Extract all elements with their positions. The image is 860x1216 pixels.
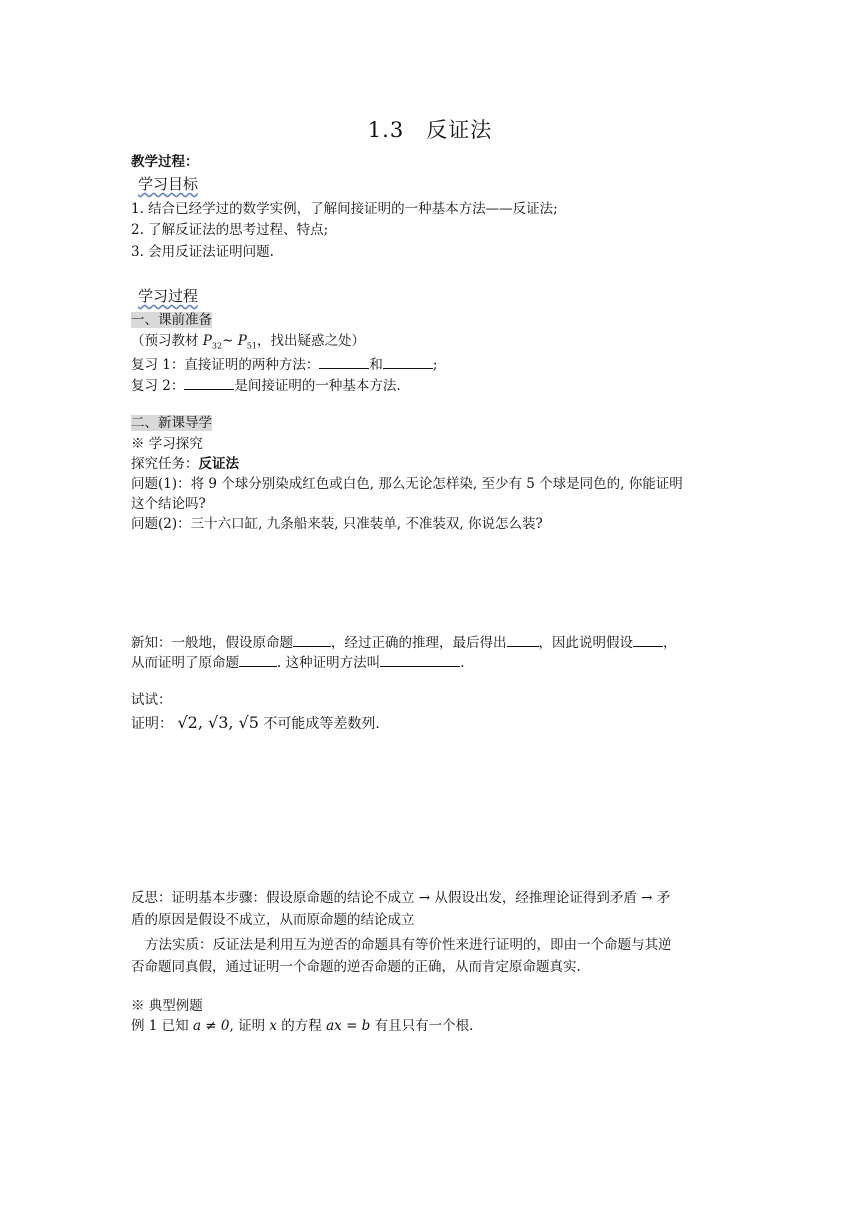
example-1-text: 有且只有一个根. <box>370 1018 474 1034</box>
example-1-text: 例 1 已知 <box>131 1018 193 1034</box>
task-line <box>131 455 239 473</box>
try-label: 试试： <box>131 692 172 708</box>
process-label: 教学过程： <box>131 154 199 170</box>
example-1-condition: a ≠ 0 <box>192 1018 230 1034</box>
part1-heading <box>131 311 212 329</box>
review-2 <box>131 376 401 395</box>
process-heading-text: 学习过程 <box>138 287 199 305</box>
answer-blank[interactable] <box>383 355 433 369</box>
review1-end: ; <box>432 357 438 373</box>
explore-heading: ※ 学习探究 <box>131 436 203 452</box>
page-title: 1.3 反证法 <box>367 118 493 142</box>
proof-math: √2, √3, √5 <box>177 713 259 732</box>
task-label: 探究任务： <box>131 456 199 472</box>
preview-line <box>131 332 365 356</box>
goal-item: 3. 会用反证法证明问题. <box>131 244 274 260</box>
example-1-variable: x <box>269 1018 278 1034</box>
part2-heading <box>131 414 212 432</box>
preview-prefix: （预习教材 <box>131 333 203 349</box>
goals-heading-text: 学习目标 <box>138 175 199 193</box>
review-1 <box>131 355 437 374</box>
review1-text: 复习 1：直接证明的两种方法： <box>131 357 320 373</box>
question-2: 问题(2)：三十六口缸, 九条船来装, 只准装单, 不准装双, 你说怎么装? <box>131 516 543 532</box>
new-knowledge-line <box>131 633 677 652</box>
answer-blank[interactable] <box>380 653 460 667</box>
proof-line <box>131 714 380 733</box>
part1-heading-text: 一、课前准备 <box>131 312 212 328</box>
example-1-text: , 证明 <box>229 1018 270 1034</box>
goals-heading <box>138 175 198 194</box>
method-line: 否命题同真假，通过证明一个命题的逆否命题的正确，从而肯定原命题真实. <box>131 959 581 975</box>
answer-blank[interactable] <box>184 376 234 390</box>
preview-page-end-sub: 51 <box>246 341 257 351</box>
preview-page-start: P <box>202 333 212 349</box>
new-knowledge-text: ，经过正确的推理，最后得出 <box>331 635 507 651</box>
answer-blank[interactable] <box>293 633 331 647</box>
method-line: 方法实质：反证法是利用互为逆否的命题具有等价性来进行证明的，即由一个命题与其逆 <box>145 937 672 953</box>
answer-blank[interactable] <box>239 653 277 667</box>
preview-tilde: ~ <box>222 333 238 349</box>
new-knowledge-text: ，因此说明假设 <box>538 635 633 651</box>
new-knowledge-text: 新知：一般地，假设原命题 <box>131 635 293 651</box>
process-heading <box>138 287 198 306</box>
example-1-text: 的方程 <box>277 1018 327 1034</box>
reflection-line: 反思：证明基本步骤：假设原命题的结论不成立 → 从假设出发，经推理论证得到矛盾 → 矛 <box>131 890 671 906</box>
review2-rest: 是间接证明的一种基本方法. <box>234 378 401 394</box>
review1-and: 和 <box>369 357 383 373</box>
example-1-equation: ax = b <box>326 1018 371 1034</box>
question-1-line: 这个结论吗? <box>131 496 206 512</box>
answer-blank[interactable] <box>507 633 539 647</box>
example-1 <box>131 1017 473 1035</box>
goal-item: 1. 结合已经学过的数学实例，了解间接证明的一种基本方法——反证法; <box>131 201 558 217</box>
task-name: 反证法 <box>198 456 239 472</box>
new-knowledge-line <box>131 653 464 672</box>
new-knowledge-text: . 这种证明方法叫 <box>277 655 381 671</box>
reflection-line: 盾的原因是假设不成立，从而原命题的结论成立 <box>131 912 415 928</box>
examples-heading: ※ 典型例题 <box>131 998 203 1014</box>
answer-blank[interactable] <box>633 633 663 647</box>
new-knowledge-text: 从而证明了原命题 <box>131 655 239 671</box>
review2-text: 复习 2： <box>131 378 185 394</box>
preview-page-end: P <box>237 333 247 349</box>
proof-label: 证明： <box>131 716 173 732</box>
goal-item: 2. 了解反证法的思考过程、特点; <box>131 222 329 238</box>
new-knowledge-text: ， <box>663 635 677 651</box>
proof-text: 不可能成等差数列. <box>263 716 380 732</box>
part2-heading-text: 二、新课导学 <box>131 415 212 431</box>
answer-blank[interactable] <box>319 355 369 369</box>
question-1-line: 问题(1)：将 9 个球分别染成红色或白色, 那么无论怎样染, 至少有 5 个球是同色的, 你能证明 <box>131 476 683 492</box>
new-knowledge-text: . <box>460 655 465 671</box>
preview-suffix: ，找出疑惑之处） <box>256 333 365 349</box>
preview-page-start-sub: 32 <box>211 341 223 351</box>
